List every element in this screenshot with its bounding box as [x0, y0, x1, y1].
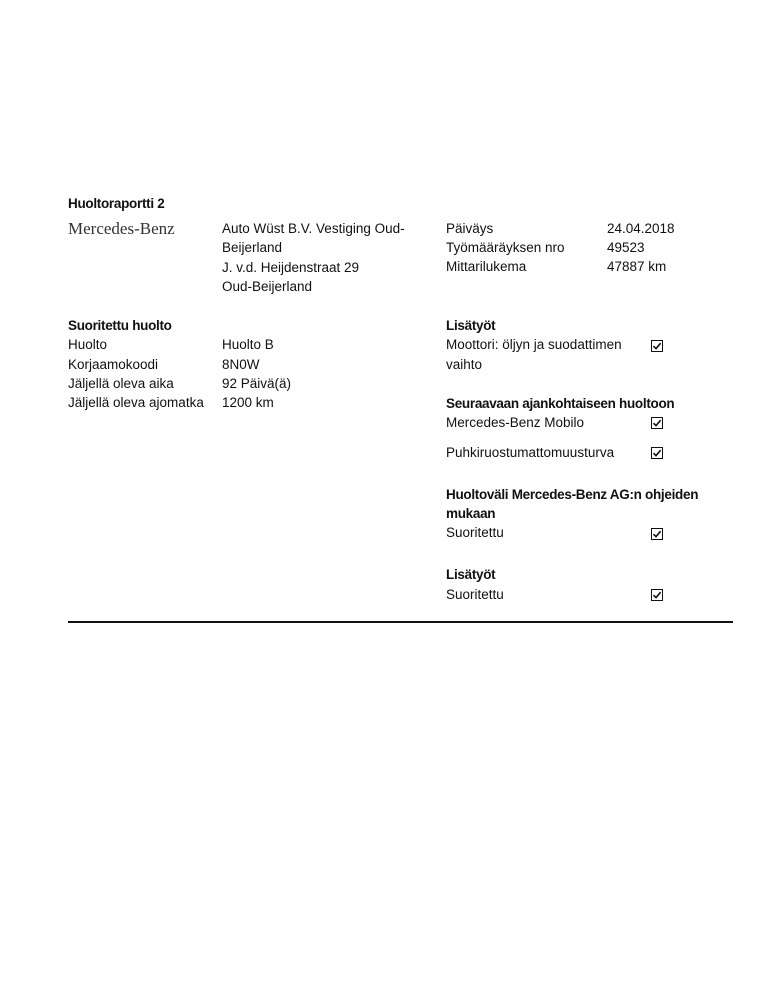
extra-work-item-line1: Moottori: öljyn ja suodattimen — [446, 337, 622, 352]
checkbox-mobilo[interactable] — [651, 417, 663, 429]
odometer-value: 47887 km — [607, 259, 667, 274]
remaining-time-value: 92 Päivä(ä) — [222, 376, 292, 391]
date-label: Päiväys — [446, 221, 494, 236]
extra-work-2-item-label: Suoritettu — [446, 587, 504, 602]
dealer-name-line2: Beijerland — [222, 240, 283, 255]
report-title: Huoltoraportti 2 — [68, 196, 165, 211]
extra-work-item-line2: vaihto — [446, 357, 483, 372]
service-label: Huolto — [68, 337, 108, 352]
date-value: 24.04.2018 — [607, 221, 675, 236]
checkmark-icon — [652, 590, 662, 600]
work-order-label: Työmääräyksen nro — [446, 240, 565, 255]
checkbox-interval-done[interactable] — [651, 528, 663, 540]
interval-heading-line1: Huoltoväli Mercedes-Benz AG:n ohjeiden — [446, 487, 699, 502]
workshop-code-label: Korjaamokoodi — [68, 357, 159, 372]
dealer-name-line1: Auto Wüst B.V. Vestiging Oud- — [222, 221, 405, 236]
work-order-value: 49523 — [607, 240, 645, 255]
odometer-label: Mittarilukema — [446, 259, 527, 274]
service-heading: Suoritettu huolto — [68, 318, 172, 333]
bottom-divider — [68, 621, 733, 623]
interval-item-label: Suoritettu — [446, 525, 504, 540]
checkbox-extra-work-2-done[interactable] — [651, 589, 663, 601]
checkbox-rust-warranty[interactable] — [651, 447, 663, 459]
extra-work-2-heading: Lisätyöt — [446, 567, 496, 582]
next-service-heading: Seuraavaan ajankohtaiseen huoltoon — [446, 396, 675, 411]
checkmark-icon — [652, 341, 662, 351]
remaining-time-label: Jäljellä oleva aika — [68, 376, 174, 391]
checkbox-engine-oil[interactable] — [651, 340, 663, 352]
remaining-distance-value: 1200 km — [222, 395, 274, 410]
service-value: Huolto B — [222, 337, 274, 352]
extra-work-heading: Lisätyöt — [446, 318, 496, 333]
mercedes-benz-logo: Mercedes-Benz — [68, 219, 175, 238]
remaining-distance-label: Jäljellä oleva ajomatka — [68, 395, 204, 410]
checkmark-icon — [652, 529, 662, 539]
mobilo-label: Mercedes-Benz Mobilo — [446, 415, 585, 430]
interval-heading-line2: mukaan — [446, 506, 496, 521]
checkmark-icon — [652, 418, 662, 428]
dealer-city: Oud-Beijerland — [222, 279, 313, 294]
dealer-street: J. v.d. Heijdenstraat 29 — [222, 260, 360, 275]
rust-warranty-label: Puhkiruostumattomuusturva — [446, 445, 615, 460]
workshop-code-value: 8N0W — [222, 357, 260, 372]
checkmark-icon — [652, 448, 662, 458]
